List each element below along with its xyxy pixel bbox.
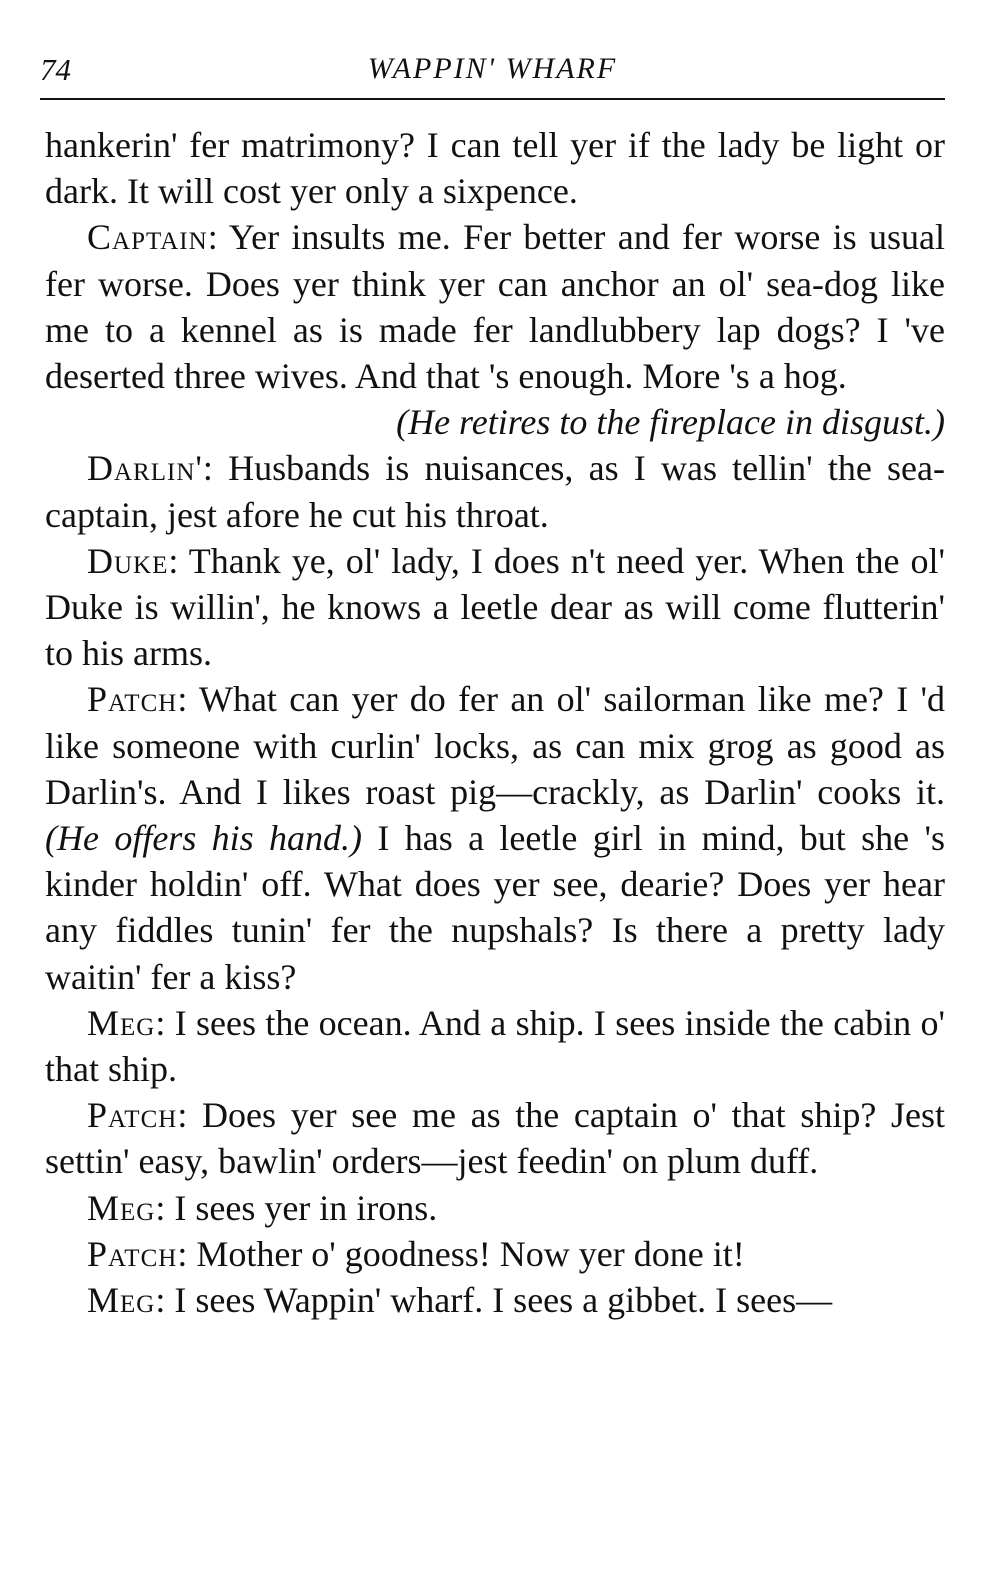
speaker-colon: : bbox=[155, 1280, 175, 1321]
speaker-name: Patch bbox=[87, 1095, 178, 1136]
speaker-name: Patch bbox=[87, 1233, 178, 1274]
dialogue-text: Thank ye, ol' lady, I does n't need yer. When the ol' Duke is willin', he knows a leetle dear as will come flutterin' to his arms. bbox=[45, 540, 945, 674]
speaker-colon: : bbox=[177, 1095, 202, 1136]
dialogue-text: I sees the ocean. And a ship. I sees inside the cabin o' that ship. bbox=[45, 1002, 945, 1090]
page-number: 74 bbox=[40, 52, 71, 87]
dialogue-text: What can yer do fer an ol' sailorman like me? I 'd like someone with curlin' locks, as can mix grog as good as Darlin's. And I likes roast pig—crackly, as Darlin' cooks it. bbox=[45, 679, 945, 812]
dialogue-text: Mother o' goodness! Now yer done it! bbox=[196, 1233, 745, 1274]
dialogue-paragraph bbox=[45, 1092, 945, 1184]
speaker-name: Meg bbox=[87, 1280, 156, 1321]
stage-direction: (He retires to the fireplace in disgust.) bbox=[396, 402, 945, 443]
speaker-colon: : bbox=[207, 217, 229, 258]
speaker-colon: : bbox=[168, 540, 189, 581]
dialogue-text: hankerin' fer matrimony? I can tell yer if the lady be light or dark. It will cost yer only a sixpence. bbox=[45, 125, 945, 212]
page-header bbox=[40, 48, 945, 100]
dialogue-paragraph bbox=[45, 538, 945, 677]
speaker-name: Meg bbox=[87, 1187, 156, 1228]
dialogue-text: Does yer see me as the captain o' that ship? Jest settin' easy, bawlin' orders—jest feedin' on plum duff. bbox=[45, 1095, 945, 1182]
dialogue-paragraph bbox=[45, 1185, 945, 1231]
speaker-name: Duke bbox=[87, 540, 169, 581]
paragraph-continuation bbox=[45, 122, 945, 214]
speaker-name: Darlin' bbox=[87, 448, 203, 489]
page-body bbox=[45, 122, 945, 1323]
dialogue-paragraph bbox=[45, 1231, 945, 1277]
running-title: WAPPIN' WHARF bbox=[367, 52, 618, 85]
speaker-colon: : bbox=[155, 1187, 175, 1228]
dialogue-text: I sees yer in irons. bbox=[174, 1187, 438, 1228]
dialogue-paragraph bbox=[45, 214, 945, 399]
speaker-colon: : bbox=[202, 448, 229, 489]
inline-stage-direction: (He offers his hand.) bbox=[45, 818, 363, 859]
dialogue-text: Yer insults me. Fer better and fer worse is usual fer worse. Does yer think yer can anchor an ol' sea-dog like me to a kennel as is made fer landlubbery lap dogs? I 've deserted three wives. And that 's enough. More 's a hog. bbox=[45, 217, 945, 397]
speaker-name: Patch bbox=[87, 679, 178, 720]
dialogue-text: I has a leetle girl in mind, but she 's kinder holdin' off. What does yer see, dearie? Does yer hear any fiddles tunin' fer the nupshals? Is there a pretty lady waitin' fer a kiss? bbox=[45, 818, 945, 997]
speaker-colon: : bbox=[155, 1002, 175, 1043]
dialogue-paragraph bbox=[45, 445, 945, 537]
speaker-name: Meg bbox=[87, 1002, 156, 1043]
dialogue-paragraph bbox=[45, 1000, 945, 1092]
dialogue-text: Husbands is nuisances, as I was tellin' the sea-captain, jest afore he cut his throat. bbox=[45, 448, 945, 535]
dialogue-paragraph bbox=[45, 1277, 945, 1323]
speaker-name: Captain bbox=[87, 217, 208, 258]
dialogue-paragraph bbox=[45, 676, 945, 999]
speaker-colon: : bbox=[177, 1233, 197, 1274]
dialogue-text: I sees Wappin' wharf. I sees a gibbet. I sees— bbox=[174, 1280, 833, 1321]
speaker-colon: : bbox=[177, 679, 199, 720]
